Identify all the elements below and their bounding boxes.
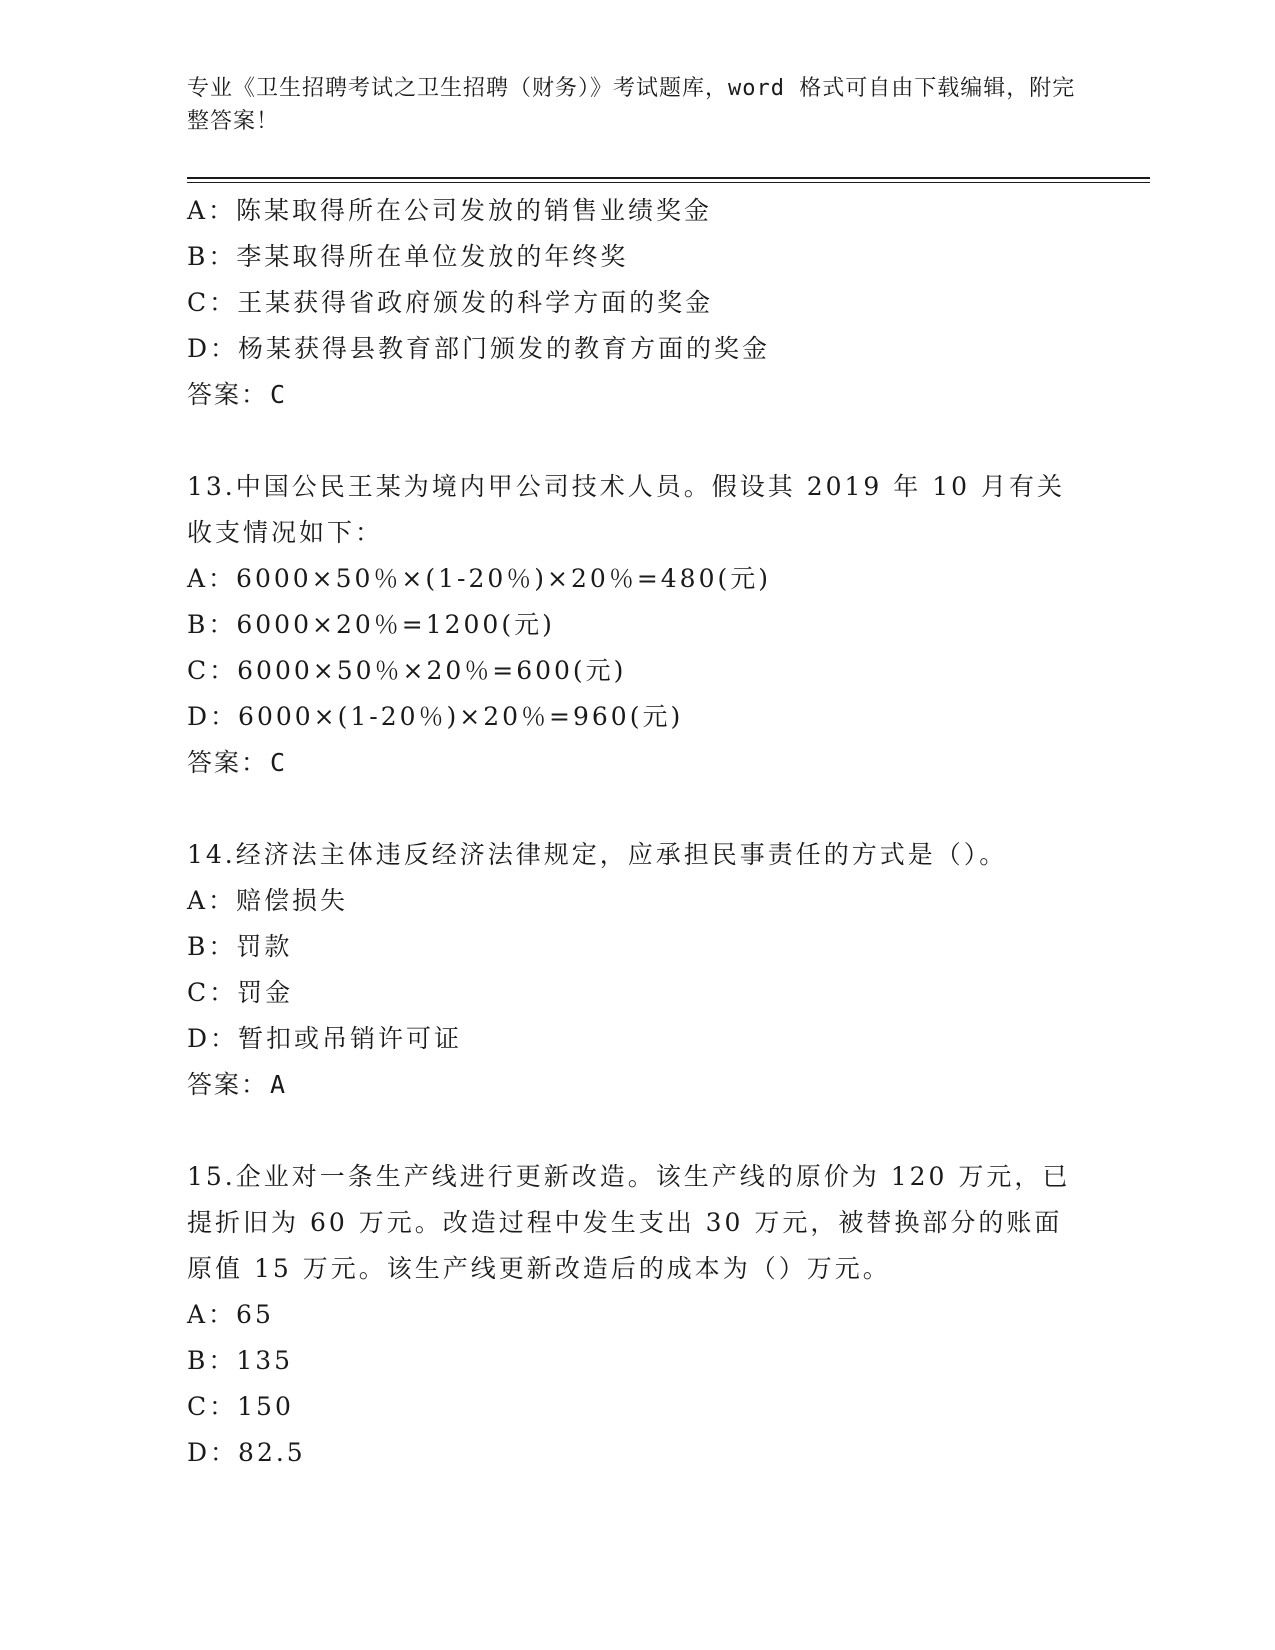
answer-value: C (270, 380, 288, 409)
option-b: B：李某取得所在单位发放的年终奖 (187, 242, 629, 271)
spacer (187, 418, 1087, 464)
answer-line (187, 372, 1087, 418)
option-c: C：6000×50％×20％=600(元) (187, 656, 627, 685)
question-15 (187, 1154, 1087, 1476)
question-13 (187, 464, 1087, 786)
option-a: A：6000×50％×(1-20％)×20％=480(元) (187, 564, 771, 593)
option-a: A：陈某取得所在公司发放的销售业绩奖金 (187, 196, 713, 225)
question-stem: 13.中国公民王某为境内甲公司技术人员。假设其 2019 年 10 月有关收支情况如下： (187, 472, 1065, 547)
option-c: C：150 (187, 1392, 294, 1421)
question-list (187, 188, 1087, 1476)
option-d: D：杨某获得县教育部门颁发的教育方面的奖金 (187, 334, 771, 363)
answer-value: A (270, 1070, 288, 1099)
option-c: C：罚金 (187, 978, 294, 1007)
option-d: D：82.5 (187, 1438, 306, 1467)
option-b: B：罚款 (187, 932, 293, 961)
spacer (187, 1108, 1087, 1154)
option-a: A：65 (187, 1300, 274, 1329)
header-divider-thin (187, 182, 1150, 183)
answer-line (187, 1062, 1087, 1108)
option-d: D：6000×(1-20％)×20％=960(元) (187, 702, 684, 731)
answer-label: 答案： (187, 380, 269, 409)
question-14 (187, 832, 1087, 1108)
document-header: 专业《卫生招聘考试之卫生招聘（财务）》考试题库，word 格式可自由下载编辑，附完整答案！ (187, 76, 1076, 134)
question-12 (187, 188, 1087, 418)
option-b: B：6000×20％=1200(元) (187, 610, 555, 639)
option-c: C：王某获得省政府颁发的科学方面的奖金 (187, 288, 714, 317)
answer-label: 答案： (187, 748, 269, 777)
answer-value: C (270, 748, 288, 777)
question-stem: 15.企业对一条生产线进行更新改造。该生产线的原价为 120 万元，已提折旧为 60 万元。改造过程中发生支出 30 万元，被替换部分的账面原值 15 万元。该生产线更新改造后的成本为（）万元。 (187, 1162, 1071, 1283)
option-d: D：暂扣或吊销许可证 (187, 1024, 463, 1053)
answer-label: 答案： (187, 1070, 269, 1099)
answer-line (187, 740, 1087, 786)
option-b: B：135 (187, 1346, 294, 1375)
question-stem: 14.经济法主体违反经济法律规定，应承担民事责任的方式是（）。 (187, 840, 1008, 869)
spacer (187, 786, 1087, 832)
option-a: A：赔偿损失 (187, 886, 349, 915)
header-divider-thick (187, 177, 1150, 179)
